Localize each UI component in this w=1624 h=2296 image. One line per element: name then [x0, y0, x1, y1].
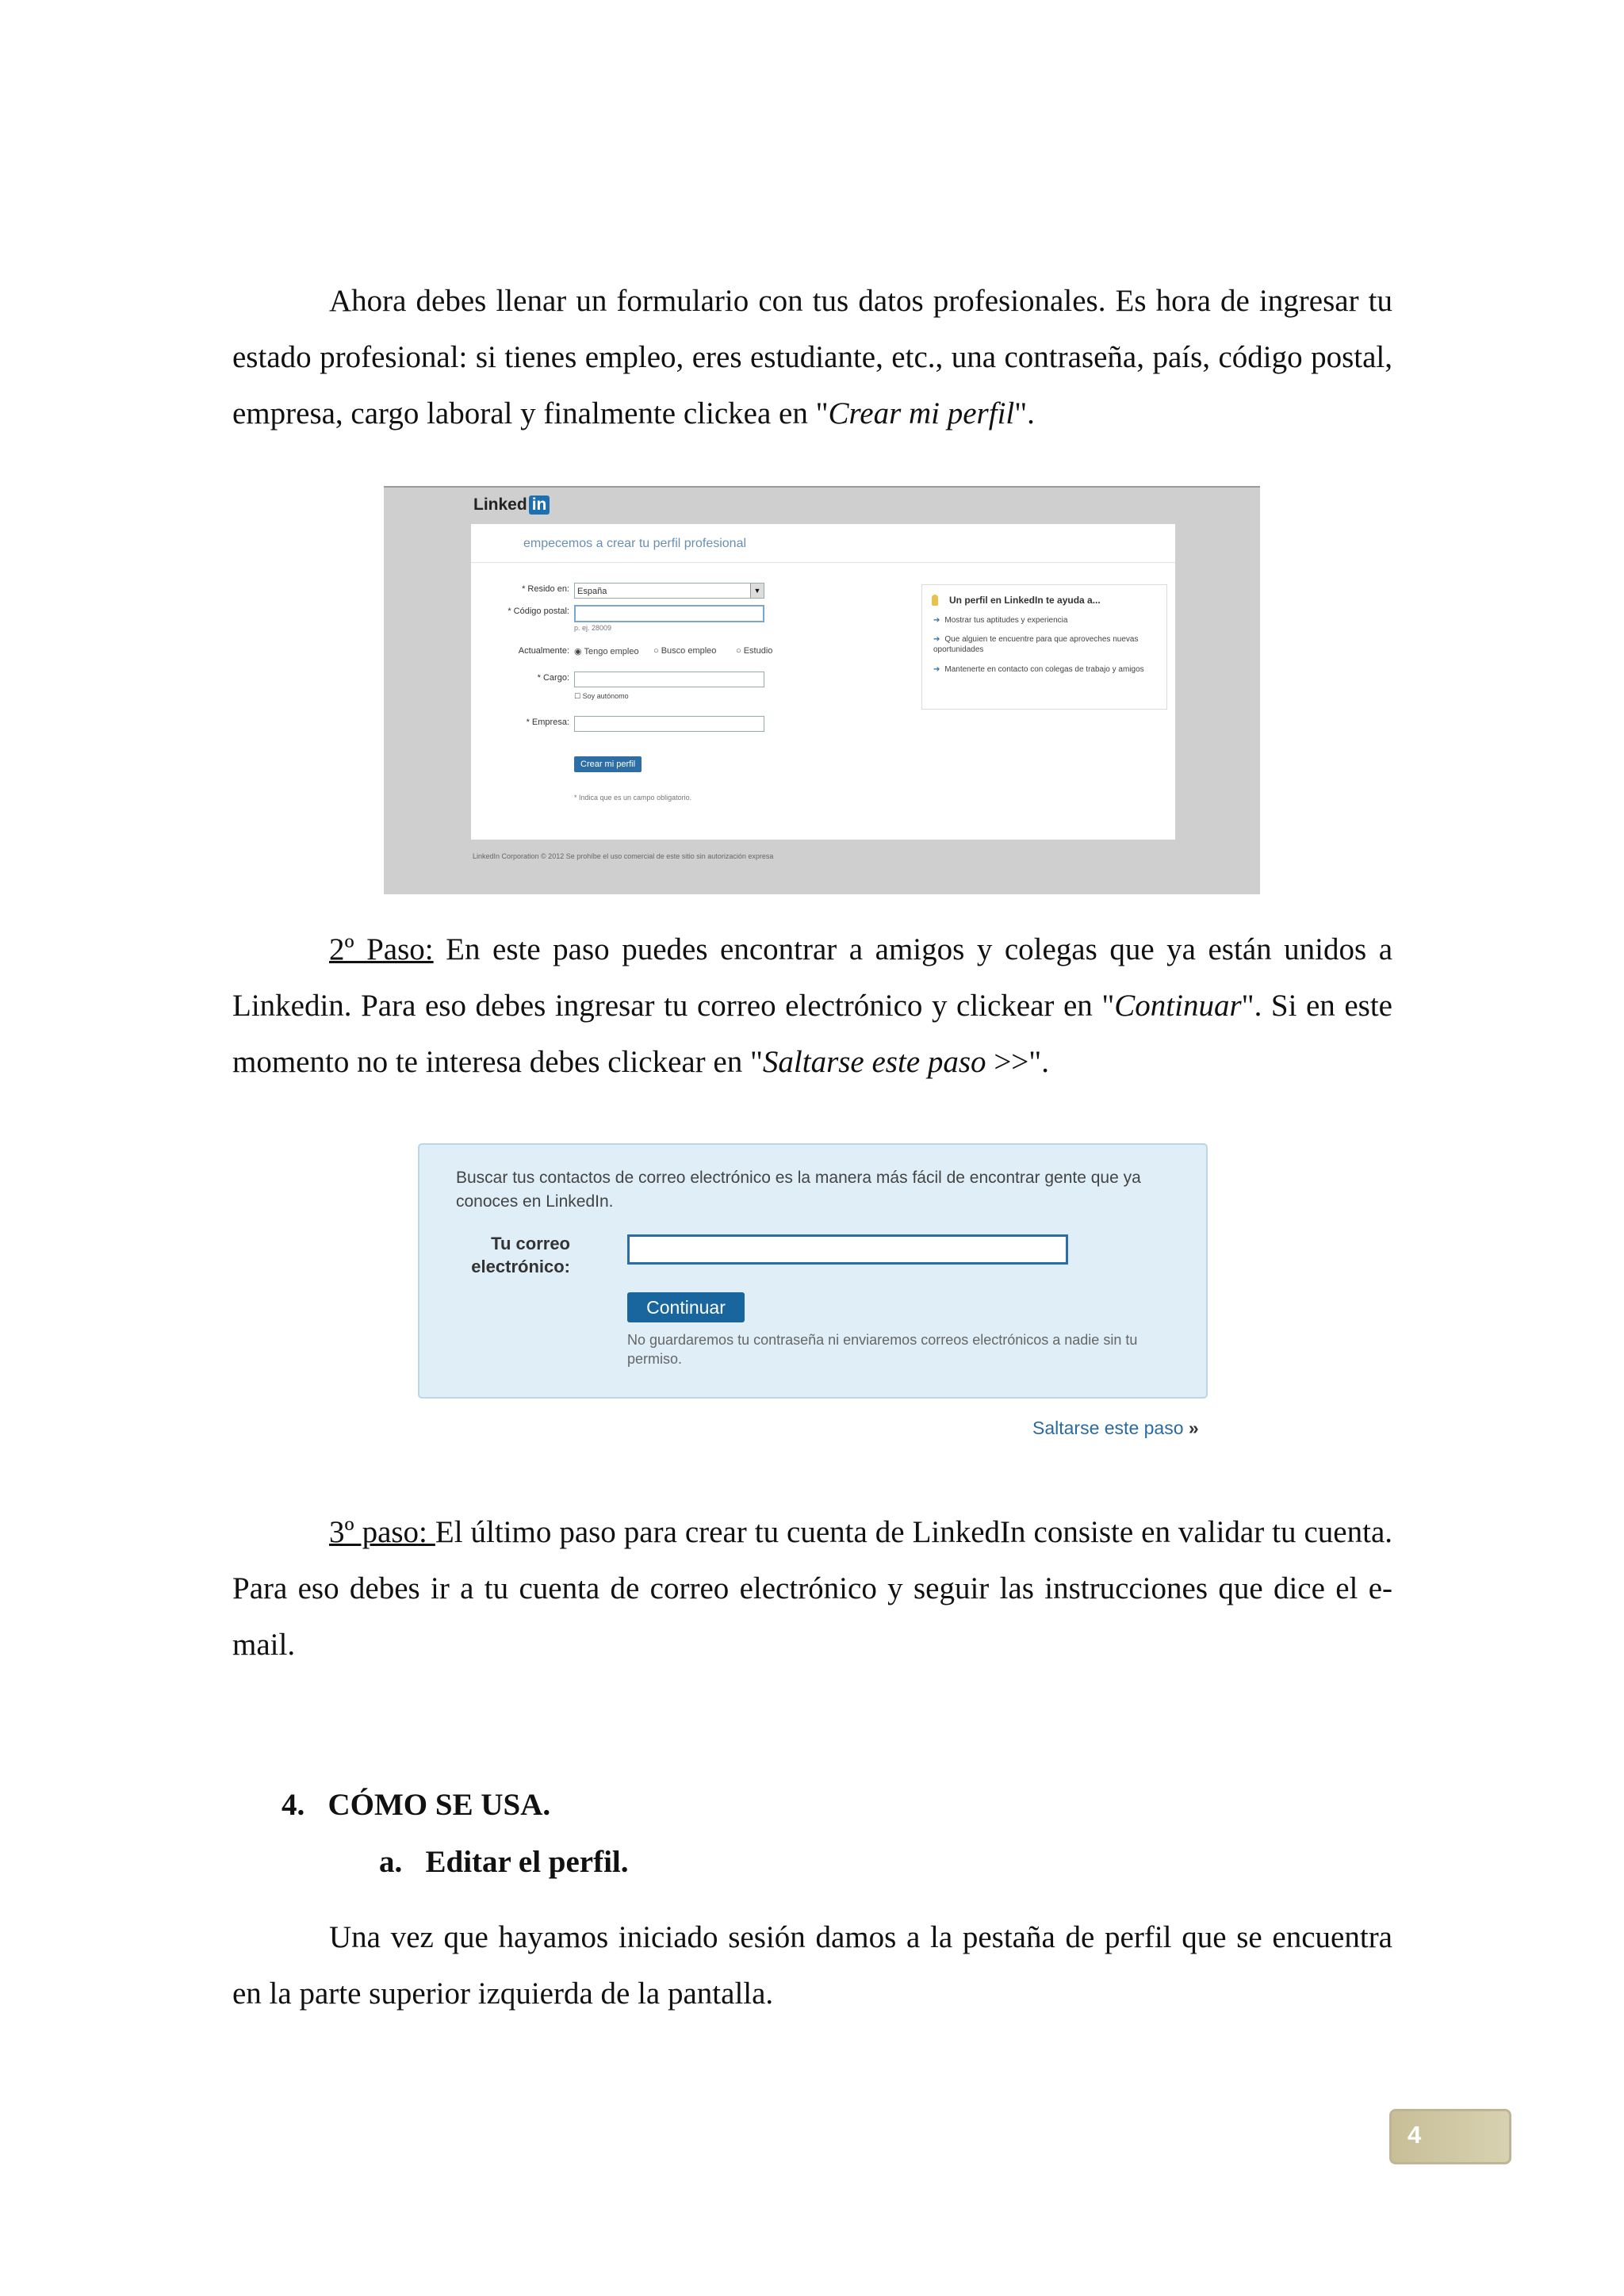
benefits-panel — [921, 584, 1167, 710]
lightbulb-icon — [932, 595, 938, 606]
benefit-item: ➔ Que alguien te encuentre para que aproveches nuevas oportunidades — [933, 635, 1139, 654]
radio-busco-empleo[interactable]: ○ Busco empleo — [653, 646, 717, 656]
empresa-input[interactable] — [574, 716, 764, 732]
postal-code-input[interactable] — [574, 605, 764, 622]
form-card — [471, 524, 1175, 840]
required-note: * Indica que es un campo obligatorio. — [574, 794, 692, 802]
skip-step-link[interactable]: Saltarse este paso » — [1032, 1418, 1199, 1438]
benefit-item: ➔ Mantenerte en contacto con colegas de trabajo y amigos — [933, 665, 1144, 674]
actualmente-label: Actualmente: — [518, 646, 569, 656]
form-title: empecemos a crear tu perfil profesional — [523, 537, 747, 550]
bullet-arrow-icon: ➔ — [933, 616, 940, 625]
linkedin-footer: LinkedIn Corporation © 2012 Se prohíbe el uso comercial de este sitio sin autorización expresa — [473, 852, 774, 860]
cargo-label: * Cargo: — [537, 673, 569, 683]
benefits-title: Un perfil en LinkedIn te ayuda a... — [949, 595, 1101, 606]
linkedin-logo: Linked in — [473, 496, 550, 515]
linkedin-profile-form-screenshot — [384, 486, 1260, 894]
double-chevron-right-icon: » — [1188, 1418, 1199, 1438]
paragraph-edit-profile: Una vez que hayamos iniciado sesión damos a la pestaña de perfil que se encuentra en la parte superior izquierda de la pantalla. — [232, 1920, 1392, 2011]
email-label: Tu correo electrónico: — [471, 1234, 570, 1276]
chevron-down-icon: ▼ — [750, 584, 764, 598]
paragraph-form-intro: Ahora debes llenar un formulario con tus datos profesionales. Es hora de ingresar tu estado profesional: si tienes empleo, eres estudiante, etc., una contraseña, país, código postal, empresa, cargo laboral y finalmente clickea en "Crear mi perfil". — [232, 284, 1392, 430]
autonomo-checkbox[interactable]: ☐ Soy autónomo — [574, 692, 629, 700]
empresa-label: * Empresa: — [526, 718, 569, 727]
page-number-badge — [1389, 2109, 1511, 2164]
subsection-heading: a. Editar el perfil. — [379, 1845, 629, 1879]
codigo-postal-label: * Código postal: — [508, 607, 569, 616]
radio-tengo-empleo[interactable]: ◉ Tengo empleo — [574, 647, 639, 656]
benefit-item: ➔ Mostrar tus aptitudes y experiencia — [933, 616, 1068, 625]
paragraph-step-3: 3º paso: El último paso para crear tu cuenta de LinkedIn consiste en validar tu cuenta. Para eso debes ir a tu cuenta de correo electrónico y seguir las instrucciones que dice el e-mail. — [232, 1515, 1393, 1662]
bullet-arrow-icon: ➔ — [933, 665, 940, 674]
email-input[interactable] — [627, 1234, 1068, 1265]
radio-estudio[interactable]: ○ Estudio — [736, 646, 773, 656]
find-contacts-screenshot — [418, 1143, 1208, 1399]
bullet-arrow-icon: ➔ — [933, 635, 940, 644]
privacy-note: No guardaremos tu contraseña ni enviaremos correos electrónicos a nadie sin tu permiso. — [627, 1332, 1138, 1367]
country-select[interactable]: España ▼ — [574, 583, 764, 599]
continue-button[interactable]: Continuar — [627, 1292, 745, 1322]
divider — [471, 562, 1175, 563]
contacts-intro-text: Buscar tus contactos de correo electrónico es la manera más fácil de encontrar gente que ya conoces en LinkedIn. — [456, 1169, 1141, 1211]
resido-label: * Resido en: — [522, 584, 569, 594]
cargo-input[interactable] — [574, 672, 764, 687]
page-number: 4 — [1408, 2121, 1422, 2149]
create-profile-button[interactable]: Crear mi perfil — [574, 756, 642, 772]
section-heading: 4. CÓMO SE USA. — [282, 1788, 551, 1822]
postal-code-hint: p. ej. 28009 — [574, 624, 612, 632]
paragraph-step-2: 2º Paso: En este paso puedes encontrar a amigos y colegas que ya están unidos a Linkedin. Para eso debes ingresar tu correo electrónico y clickear en "Continuar". Si en este momento no te interesa debes clickear en "Saltarse este paso >>". — [232, 932, 1393, 1079]
